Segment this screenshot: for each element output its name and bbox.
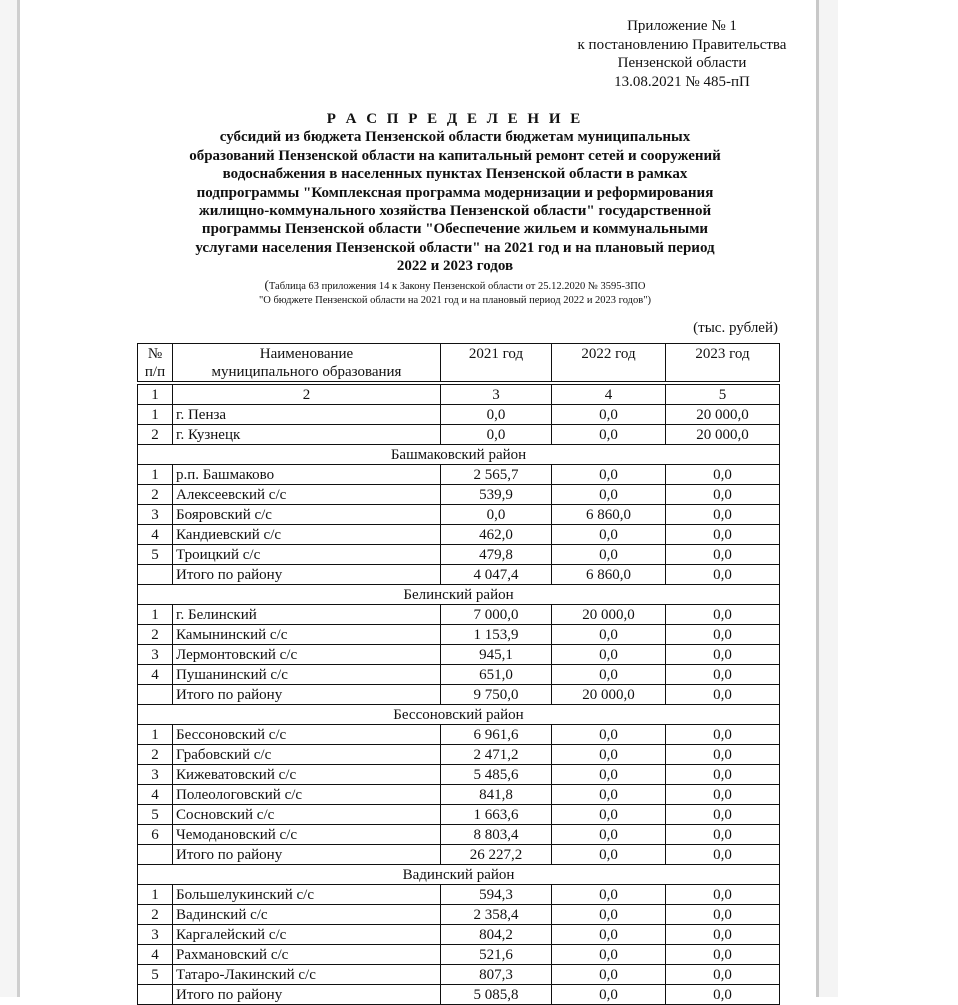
value-2022: 0,0 <box>552 945 666 965</box>
value-2021: 0,0 <box>441 505 552 525</box>
value-2023: 0,0 <box>666 905 780 925</box>
value-2023: 0,0 <box>666 845 780 865</box>
municipality-name: Кандиевский с/с <box>173 525 441 545</box>
row-number: 4 <box>138 525 173 545</box>
value-2021: 841,8 <box>441 785 552 805</box>
appendix-header <box>532 17 832 91</box>
value-2022: 0,0 <box>552 805 666 825</box>
district-total-row <box>138 565 780 585</box>
row-number: 1 <box>138 465 173 485</box>
value-2022: 20 000,0 <box>552 685 666 705</box>
document-title <box>130 110 780 276</box>
value-2021: 804,2 <box>441 925 552 945</box>
value-2023: 0,0 <box>666 725 780 745</box>
value-2023: 0,0 <box>666 665 780 685</box>
value-2022: 6 860,0 <box>552 565 666 585</box>
header-2023: 2023 год <box>666 344 780 382</box>
table-row <box>138 485 780 505</box>
district-name: Бессоновский район <box>138 705 780 725</box>
municipality-name: г. Белинский <box>173 605 441 625</box>
value-2021: 2 358,4 <box>441 905 552 925</box>
municipality-name: г. Пенза <box>173 405 441 425</box>
header-num: № п/п <box>138 344 173 382</box>
title-line: подпрограммы "Комплексная программа модернизации и реформирования <box>196 184 714 201</box>
value-2021: 6 961,6 <box>441 725 552 745</box>
value-2022: 0,0 <box>552 405 666 425</box>
municipality-name: Татаро-Лакинский с/с <box>173 965 441 985</box>
value-2021: 1 153,9 <box>441 625 552 645</box>
header-2021: 2021 год <box>441 344 552 382</box>
table-row <box>138 785 780 805</box>
municipality-name: Бояровский с/с <box>173 505 441 525</box>
value-2023: 0,0 <box>666 545 780 565</box>
row-number: 2 <box>138 745 173 765</box>
header-name: Наименование муниципального образования <box>173 344 441 382</box>
value-2022: 0,0 <box>552 485 666 505</box>
row-number: 4 <box>138 945 173 965</box>
value-2022: 0,0 <box>552 665 666 685</box>
table-row <box>138 405 780 425</box>
value-2021: 4 047,4 <box>441 565 552 585</box>
municipality-name: Троицкий с/с <box>173 545 441 565</box>
value-2021: 5 485,6 <box>441 765 552 785</box>
row-number <box>138 985 173 1005</box>
municipality-name: Грабовский с/с <box>173 745 441 765</box>
value-2023: 0,0 <box>666 625 780 645</box>
value-2021: 945,1 <box>441 645 552 665</box>
units-label: (тыс. рублей) <box>693 320 778 336</box>
row-number: 6 <box>138 825 173 845</box>
value-2022: 0,0 <box>552 465 666 485</box>
value-2023: 0,0 <box>666 505 780 525</box>
header-2022: 2022 год <box>552 344 666 382</box>
row-number: 4 <box>138 785 173 805</box>
row-number: 1 <box>138 405 173 425</box>
value-2023: 0,0 <box>666 525 780 545</box>
value-2021: 8 803,4 <box>441 825 552 845</box>
appendix-line: Приложение № 1 <box>627 18 737 34</box>
value-2023: 0,0 <box>666 965 780 985</box>
district-name: Башмаковский район <box>138 445 780 465</box>
row-number: 3 <box>138 765 173 785</box>
table-row <box>138 825 780 845</box>
table-row <box>138 745 780 765</box>
value-2022: 20 000,0 <box>552 605 666 625</box>
title-line: жилищно-коммунального хозяйства Пензенской области" государственной <box>198 203 712 220</box>
table-row <box>138 465 780 485</box>
municipality-name: Рахмановский с/с <box>173 945 441 965</box>
municipality-name: Итого по району <box>173 845 441 865</box>
value-2023: 0,0 <box>666 485 780 505</box>
value-2023: 0,0 <box>666 645 780 665</box>
table-row <box>138 545 780 565</box>
table-row <box>138 425 780 445</box>
district-header-row <box>138 585 780 605</box>
row-number: 5 <box>138 545 173 565</box>
row-number: 2 <box>138 425 173 445</box>
appendix-line: Пензенской области <box>617 55 747 71</box>
row-number: 5 <box>138 965 173 985</box>
viewer-scrollbar-gutter[interactable] <box>816 0 838 997</box>
table-row <box>138 605 780 625</box>
subsidy-table <box>137 343 780 1005</box>
value-2023: 0,0 <box>666 825 780 845</box>
row-number: 3 <box>138 645 173 665</box>
table-row <box>138 505 780 525</box>
value-2021: 521,6 <box>441 945 552 965</box>
value-2022: 0,0 <box>552 425 666 445</box>
table-row <box>138 725 780 745</box>
municipality-name: Вадинский с/с <box>173 905 441 925</box>
table-row <box>138 665 780 685</box>
value-2021: 0,0 <box>441 425 552 445</box>
value-2022: 0,0 <box>552 885 666 905</box>
value-2023: 0,0 <box>666 565 780 585</box>
value-2023: 0,0 <box>666 745 780 765</box>
row-number: 4 <box>138 665 173 685</box>
value-2022: 0,0 <box>552 985 666 1005</box>
row-number: 1 <box>138 725 173 745</box>
row-number <box>138 565 173 585</box>
district-total-row <box>138 685 780 705</box>
row-number: 3 <box>138 505 173 525</box>
row-number: 1 <box>138 885 173 905</box>
value-2022: 0,0 <box>552 625 666 645</box>
district-name: Вадинский район <box>138 865 780 885</box>
appendix-line: к постановлению Правительства <box>577 36 787 53</box>
municipality-name: Большелукинский с/с <box>173 885 441 905</box>
viewer-left-gutter <box>0 0 20 997</box>
municipality-name: Итого по району <box>173 685 441 705</box>
table-row <box>138 645 780 665</box>
municipality-name: р.п. Башмаково <box>173 465 441 485</box>
title-line: образований Пензенской области на капитальный ремонт сетей и сооружений <box>189 147 721 164</box>
value-2022: 0,0 <box>552 965 666 985</box>
municipality-name: Итого по району <box>173 985 441 1005</box>
value-2022: 6 860,0 <box>552 505 666 525</box>
municipality-name: Лермонтовский с/с <box>173 645 441 665</box>
source-note: (Таблица 63 приложения 14 к Закону Пензенской области от 25.12.2020 № 3595-ЗПО "О бюджете Пензенской области на 2021 год и на плановый период 2022 и 2023 годов") <box>130 278 780 308</box>
district-name: Белинский район <box>138 585 780 605</box>
appendix-line: 13.08.2021 № 485-пП <box>614 73 750 90</box>
row-number: 3 <box>138 925 173 945</box>
title-line: программы Пензенской области "Обеспечение жильем и коммунальными <box>201 221 709 238</box>
value-2023: 0,0 <box>666 785 780 805</box>
value-2022: 0,0 <box>552 845 666 865</box>
value-2021: 651,0 <box>441 665 552 685</box>
municipality-name: Камынинский с/с <box>173 625 441 645</box>
municipality-name: Итого по району <box>173 565 441 585</box>
municipality-name: Кижеватовский с/с <box>173 765 441 785</box>
title-line: 2022 и 2023 годов <box>396 258 514 275</box>
value-2023: 0,0 <box>666 945 780 965</box>
value-2021: 0,0 <box>441 405 552 425</box>
value-2023: 0,0 <box>666 765 780 785</box>
municipality-name: Алексеевский с/с <box>173 485 441 505</box>
value-2022: 0,0 <box>552 725 666 745</box>
table-row <box>138 965 780 985</box>
column-number-row: 1 2 3 4 5 <box>138 385 780 405</box>
value-2022: 0,0 <box>552 925 666 945</box>
source-line: Таблица 63 приложения 14 к Закону Пензенской области от 25.12.2020 № 3595-ЗПО <box>268 281 646 292</box>
table-row <box>138 765 780 785</box>
value-2023: 20 000,0 <box>666 405 780 425</box>
value-2021: 2 565,7 <box>441 465 552 485</box>
table-header-row <box>138 344 780 382</box>
row-number <box>138 685 173 705</box>
table-row <box>138 625 780 645</box>
value-2022: 0,0 <box>552 825 666 845</box>
source-line: "О бюджете Пензенской области на 2021 год и на плановый период 2022 и 2023 годов") <box>258 295 652 306</box>
value-2022: 0,0 <box>552 765 666 785</box>
title-line: водоснабжения в населенных пунктах Пензенской области в рамках <box>222 166 688 183</box>
value-2021: 462,0 <box>441 525 552 545</box>
value-2022: 0,0 <box>552 645 666 665</box>
municipality-name: Пушанинский с/с <box>173 665 441 685</box>
value-2021: 1 663,6 <box>441 805 552 825</box>
value-2023: 0,0 <box>666 605 780 625</box>
value-2023: 0,0 <box>666 685 780 705</box>
value-2021: 2 471,2 <box>441 745 552 765</box>
district-header-row <box>138 705 780 725</box>
district-total-row <box>138 985 780 1005</box>
value-2022: 0,0 <box>552 905 666 925</box>
value-2023: 0,0 <box>666 805 780 825</box>
value-2021: 539,9 <box>441 485 552 505</box>
value-2021: 26 227,2 <box>441 845 552 865</box>
value-2023: 20 000,0 <box>666 425 780 445</box>
row-number: 2 <box>138 905 173 925</box>
municipality-name: Сосновский с/с <box>173 805 441 825</box>
municipality-name: Бессоновский с/с <box>173 725 441 745</box>
row-number: 2 <box>138 485 173 505</box>
district-header-row <box>138 445 780 465</box>
municipality-name: г. Кузнецк <box>173 425 441 445</box>
row-number: 5 <box>138 805 173 825</box>
value-2022: 0,0 <box>552 785 666 805</box>
value-2021: 479,8 <box>441 545 552 565</box>
value-2021: 7 000,0 <box>441 605 552 625</box>
district-total-row <box>138 845 780 865</box>
table-row <box>138 925 780 945</box>
district-header-row <box>138 865 780 885</box>
row-number: 1 <box>138 605 173 625</box>
title-line: субсидий из бюджета Пензенской области бюджетам муниципальных <box>219 129 691 146</box>
municipality-name: Чемодановский с/с <box>173 825 441 845</box>
table-row <box>138 945 780 965</box>
table-row <box>138 905 780 925</box>
value-2023: 0,0 <box>666 885 780 905</box>
title-line: услугами населения Пензенской области" на 2021 год и на плановый период <box>195 239 715 256</box>
value-2023: 0,0 <box>666 465 780 485</box>
municipality-name: Каргалейский с/с <box>173 925 441 945</box>
value-2022: 0,0 <box>552 545 666 565</box>
row-number <box>138 845 173 865</box>
value-2023: 0,0 <box>666 985 780 1005</box>
value-2021: 594,3 <box>441 885 552 905</box>
table-row <box>138 885 780 905</box>
value-2023: 0,0 <box>666 925 780 945</box>
value-2021: 9 750,0 <box>441 685 552 705</box>
table-row <box>138 525 780 545</box>
value-2022: 0,0 <box>552 745 666 765</box>
municipality-name: Полеологовский с/с <box>173 785 441 805</box>
title-heading: Р А С П Р Е Д Е Л Е Н И Е <box>326 111 584 127</box>
document-page <box>22 0 816 1003</box>
table-row <box>138 805 780 825</box>
value-2022: 0,0 <box>552 525 666 545</box>
row-number: 2 <box>138 625 173 645</box>
value-2021: 807,3 <box>441 965 552 985</box>
value-2021: 5 085,8 <box>441 985 552 1005</box>
